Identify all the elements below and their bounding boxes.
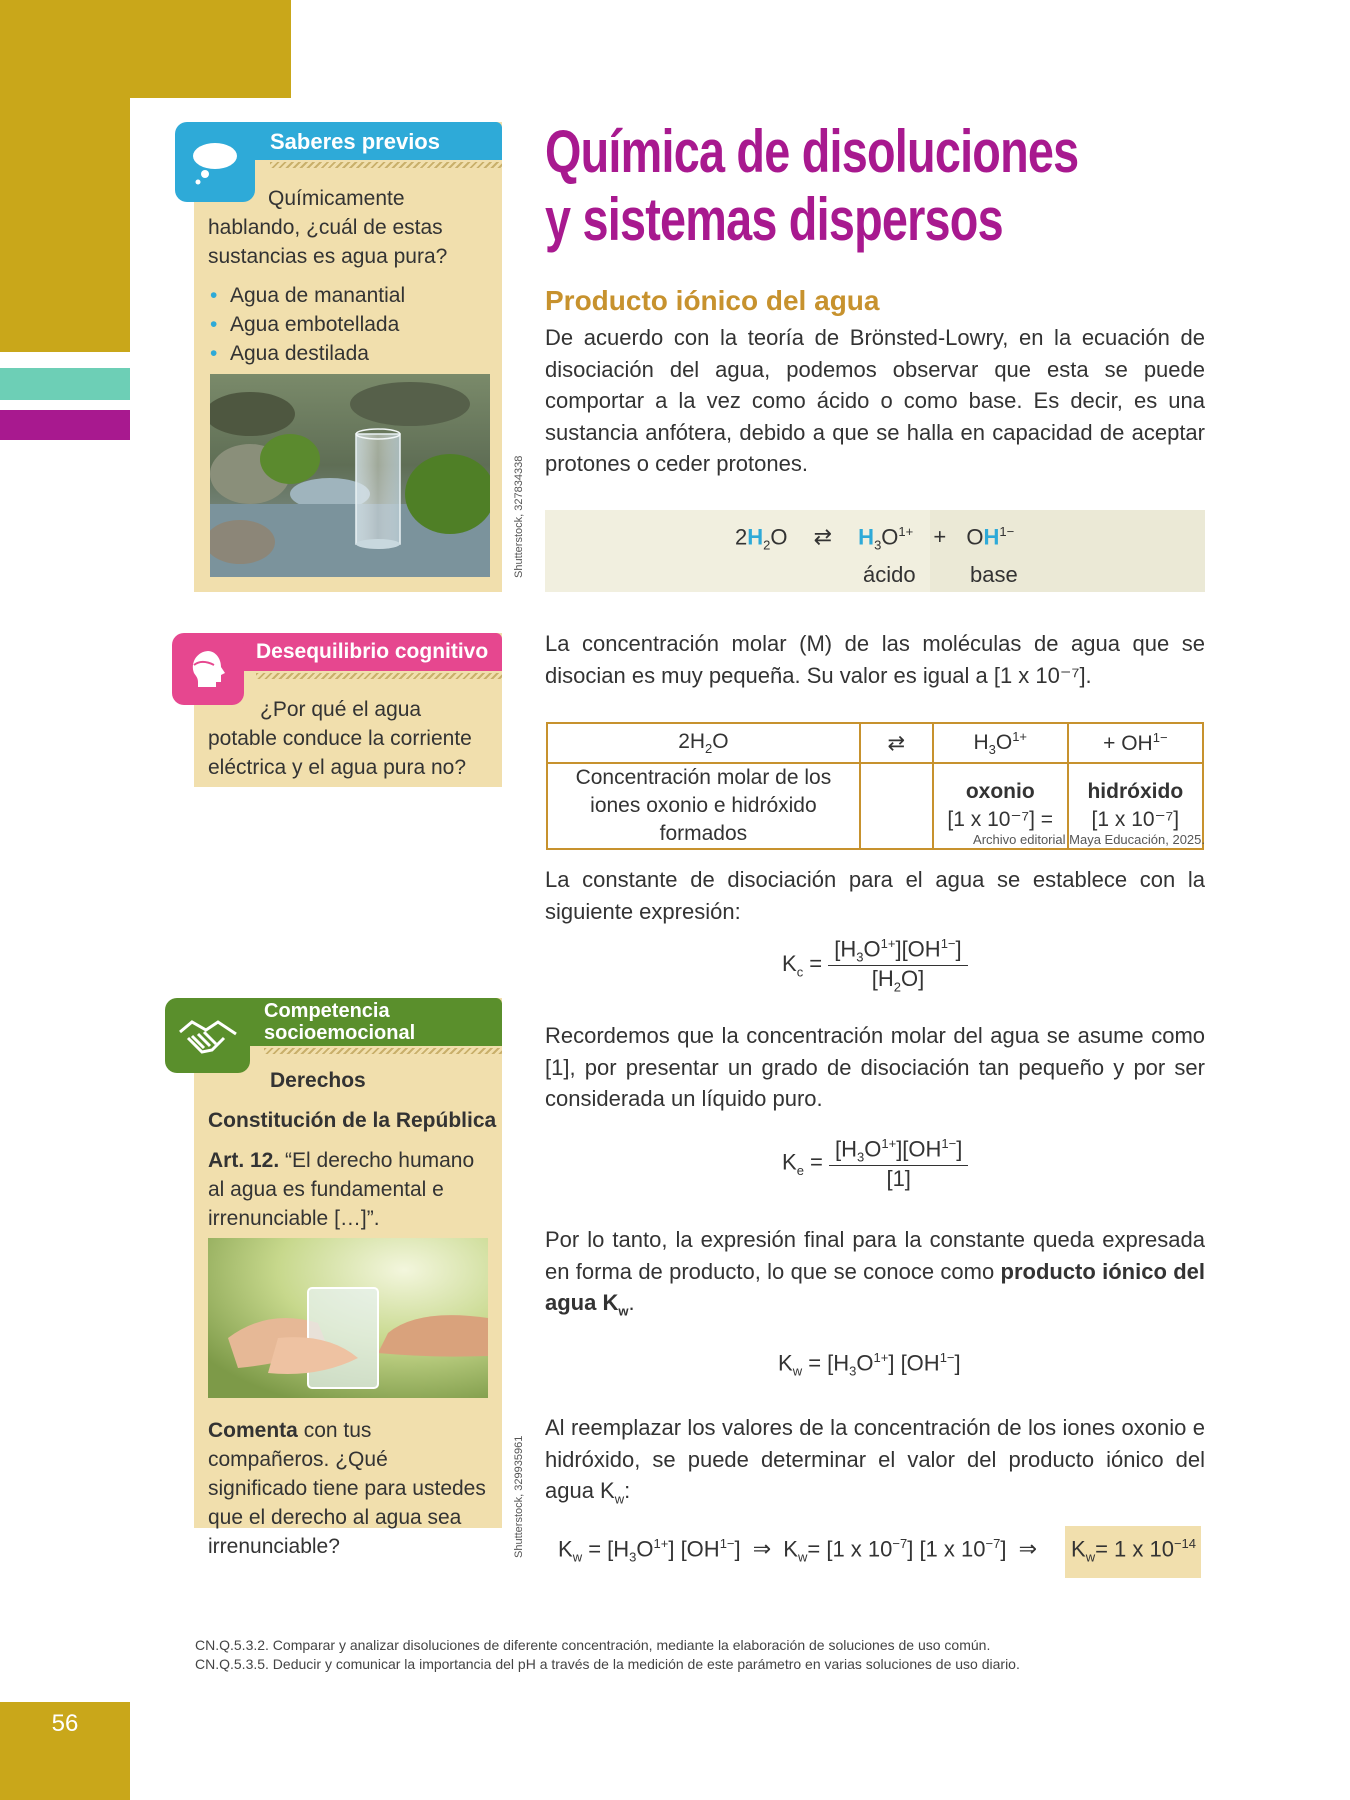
equilibrium-arrow: ⇄ xyxy=(813,524,833,550)
competencia-box xyxy=(194,998,502,1558)
constant-paragraph: La constante de disociación para el agua se establece con la siguiente expresión: xyxy=(545,867,1205,924)
saberes-option: • Agua de manantial xyxy=(208,281,492,310)
ke-expression: $K_e$ = $\frac{[H_3O^{1+}][OH^{1-}]}{[1]}$ xyxy=(782,1136,968,1192)
saberes-option: • Agua embotellada xyxy=(208,310,492,339)
competencia-title-line2: socioemocional xyxy=(264,1022,416,1044)
dissociation-equation: $2H_2O$ ⇄ $H_3O^{1+} + OH^{1-}$ xyxy=(735,524,1015,553)
saberes-previos-title: Saberes previos xyxy=(270,129,440,154)
head-silhouette-icon xyxy=(172,633,244,705)
photo-credit-1: Shutterstock, 327834338 xyxy=(513,455,525,578)
table-cell: Concentración molar de los iones oxonio e hidróxido formados xyxy=(547,763,860,849)
acid-label: ácido xyxy=(863,562,916,587)
kw-result-highlight xyxy=(1065,1526,1201,1578)
kw-expression: $K_w = [H_3O^{1+}]$ $[OH^{1-}]$ xyxy=(778,1350,961,1379)
saberes-options-list xyxy=(208,281,492,368)
saberes-question: Químicamente hablando, ¿cuál de estas sustancias es agua pura? • Agua de manantial • Agua embotellada • Agua destilada xyxy=(208,184,492,368)
kc-expression: $K_c$ = $\frac{[H_3O^{1+}][OH^{1-}]}{[H_2O]}$ xyxy=(782,936,968,994)
article-12-quote: Art. 12. “El derecho humano al agua es fundamental e irrenunciable […]”. xyxy=(208,1149,475,1230)
header-hatch xyxy=(264,1048,502,1054)
page-title: Química de disoluciones y sistemas dispersos xyxy=(545,118,1079,253)
recordemos-paragraph: Recordemos que la concentración molar del agua se asume como [1], por presentar un grado de disociación tan pequeño y por ser considerada un líquido puro. xyxy=(545,1023,1205,1111)
competencia-subheading: Derechos xyxy=(270,1069,366,1092)
header-hatch xyxy=(256,673,502,679)
intro-paragraph: De acuerdo con la teoría de Brönsted-Lowry, en la ecuación de disociación del agua, podemos observar que esta se puede comportar a la vez como ácido o como base. Es decir, es una sustancia anfótera, debido a que se halla en capacidad de aceptar protones o ceder protones. xyxy=(545,325,1205,476)
gold-side-band xyxy=(0,0,130,352)
photo-credit-2: Shutterstock, 329935961 xyxy=(513,1435,525,1558)
concentration-paragraph: La concentración molar (M) de las moléculas de agua que se disocian es muy pequeña. Su valor es igual a [1 x 10⁻⁷]. xyxy=(545,631,1205,688)
teal-accent-bar xyxy=(0,368,130,400)
desequilibrio-question: ¿Por qué el agua potable conduce la corriente eléctrica y el agua pura no? xyxy=(208,698,472,779)
table-cell: + $OH^{1-}$ xyxy=(1068,723,1203,763)
ion-concentration-table xyxy=(546,722,1204,850)
competencia-title-line1: Competencia xyxy=(264,1000,390,1022)
table-cell: $H_3O^{1+}$ xyxy=(933,723,1068,763)
curriculum-code-2: CN.Q.5.3.5. Deducir y comunicar la importancia del pH a través de la medición de este parámetro en varias soluciones de uso diario. xyxy=(195,1656,1020,1672)
curriculum-code-1: CN.Q.5.3.2. Comparar y analizar disoluciones de diferente concentración, mediante la elaboración de soluciones de uso común. xyxy=(195,1637,991,1653)
base-label: base xyxy=(970,562,1018,587)
desequilibrio-title: Desequilibrio cognitivo xyxy=(256,640,489,663)
kw-computation: $K_w = [H_3O^{1+}]$ $[OH^{1-}]$ ⇒ $K_w= [1$ x $10^{-7}$] [1 x $10^{-7}$] ⇒ xyxy=(558,1536,1037,1565)
reemplazar-paragraph: Al reemplazar los valores de la concentración de los iones oxonio e hidróxido, se puede determinar el valor del producto iónico del agua $K_w$: xyxy=(545,1415,1205,1507)
section-title: Producto iónico del agua xyxy=(545,285,880,316)
hands-water-glass-photo xyxy=(208,1238,488,1398)
table-cell: $2H_2O$ xyxy=(547,723,860,763)
comenta-prompt: Comenta con tus compañeros. ¿Qué significado tiene para ustedes que el derecho al agua sea irrenunciable? xyxy=(208,1419,486,1558)
table-credit: Archivo editorial Maya Educación, 2025. xyxy=(973,832,1205,847)
dissociation-equation-box xyxy=(545,510,1205,592)
thought-cloud-icon xyxy=(175,122,255,202)
page-number: 56 xyxy=(51,1710,79,1737)
water-stream-photo xyxy=(210,374,490,577)
constitution-heading: Constitución de la República xyxy=(208,1109,497,1132)
table-cell: hidróxido [1 x 10⁻⁷] xyxy=(1068,763,1203,849)
table-cell: oxonio [1 x 10⁻⁷] = xyxy=(933,763,1068,849)
header-hatch xyxy=(270,162,502,168)
table-cell: ⇄ xyxy=(860,723,933,763)
magenta-accent-bar xyxy=(0,410,130,440)
kw-result: $K_w= 1$ x $10^{-14}$ xyxy=(1071,1536,1197,1565)
handshake-icon xyxy=(165,998,250,1073)
por-lo-tanto-paragraph: Por lo tanto, la expresión final para la constante queda expresada en forma de producto, lo que se conoce como producto iónico del agua $K_w$. xyxy=(545,1227,1205,1319)
saberes-option: • Agua destilada xyxy=(208,339,492,368)
